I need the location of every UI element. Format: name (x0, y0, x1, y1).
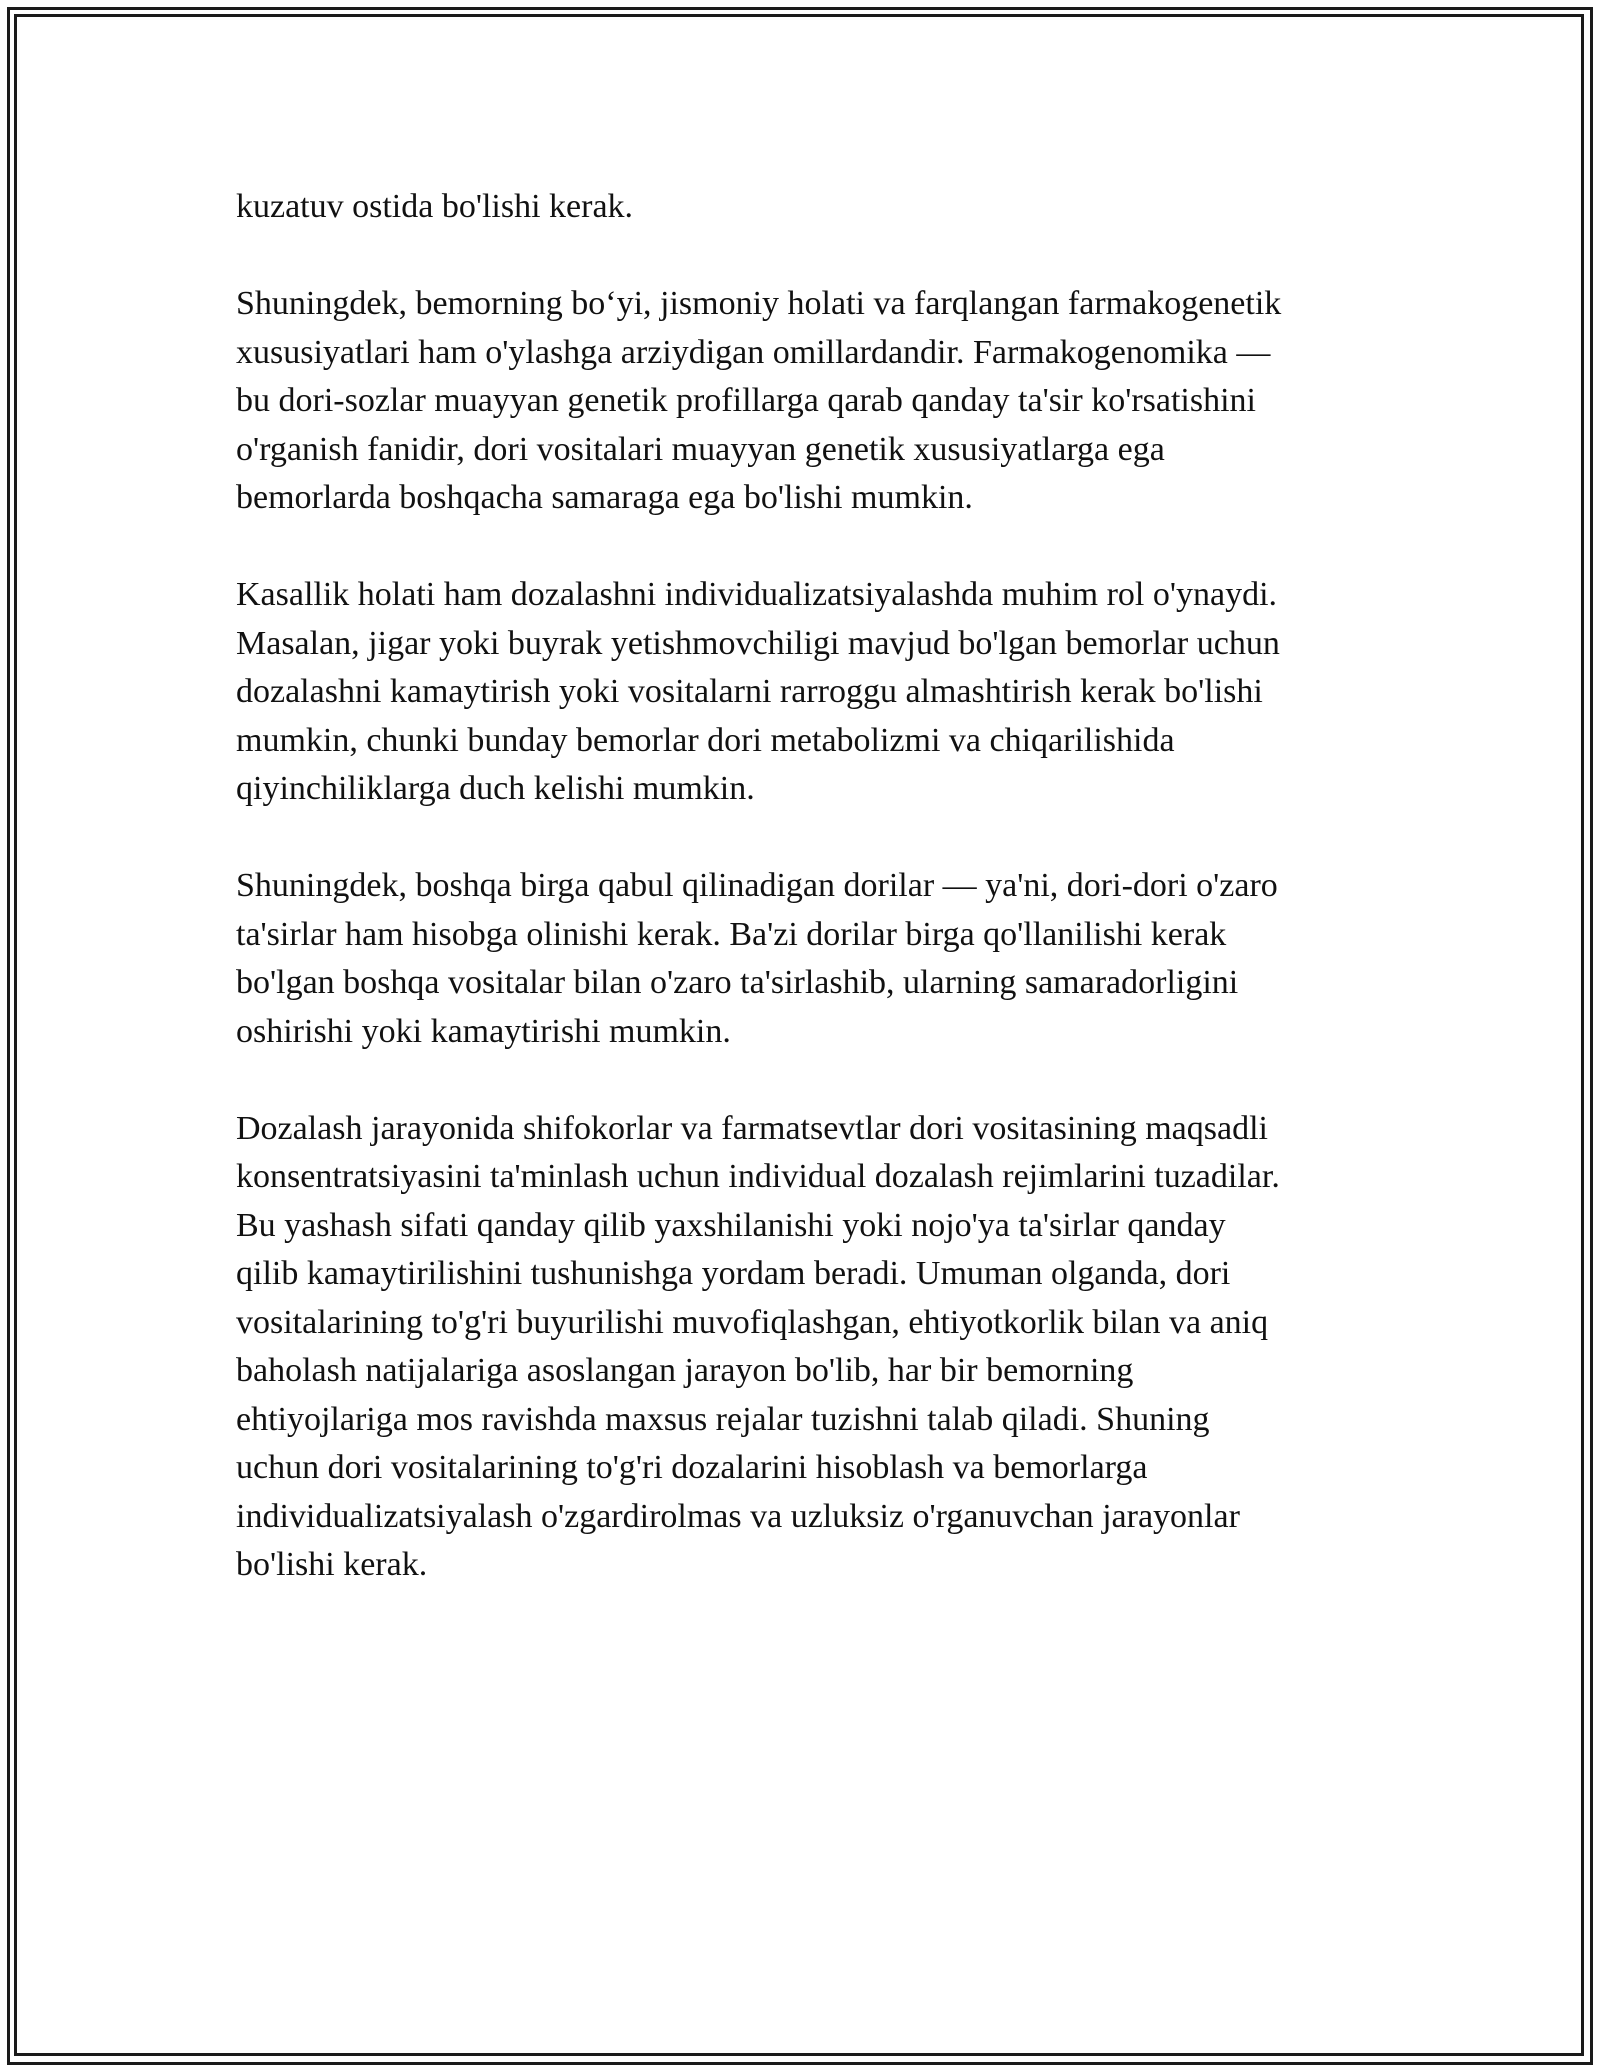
text-line: vositalarining to'g'ri buyurilishi muvofiqlashgan, ehtiyotkorlik bilan va aniq (236, 1303, 1269, 1341)
paragraph-5 (236, 1105, 1376, 1590)
paragraph-4 (236, 862, 1376, 1056)
document-body (236, 183, 1376, 1638)
text-line: qiyinchiliklarga duch kelishi mumkin. (236, 770, 755, 807)
text-line: ehtiyojlariga mos ravishda maxsus rejalar tuzishni talab qiladi. Shuning (236, 1400, 1210, 1438)
paragraph-1 (236, 183, 1376, 232)
paragraph-3 (236, 571, 1376, 814)
text-line: o'rganish fanidir, dori vositalari muayyan genetik xususiyatlarga ega (236, 430, 1165, 468)
text-line: uchun dori vositalarining to'g'ri dozalarini hisoblash va bemorlarga (236, 1449, 1148, 1486)
text-line: individualizatsiyalash o'zgardirolmas va uzluksiz o'rganuvchan jarayonlar (236, 1497, 1240, 1535)
text-line: Shuningdek, boshqa birga qabul qilinadigan dorilar — ya'ni, dori-dori o'zaro (236, 867, 1278, 904)
text-line: baholash natijalariga asoslangan jarayon bo'lib, har bir bemorning (236, 1352, 1134, 1389)
text-line: Shuningdek, bemorning bo‘yi, jismoniy holati va farqlangan farmakogenetik (236, 285, 1282, 322)
text-line: konsentratsiyasini ta'minlash uchun individual dozalash rejimlarini tuzadilar. (236, 1158, 1280, 1195)
paragraph-2 (236, 280, 1376, 523)
text-line: Dozalash jarayonida shifokorlar va farmatsevtlar dori vositasining maqsadli (236, 1109, 1268, 1147)
text-line: mumkin, chunki bunday bemorlar dori metabolizmi va chiqarilishida (236, 721, 1175, 759)
text-line: xususiyatlari ham o'ylashga arziydigan omillardandir. Farmakogenomika — (236, 333, 1271, 371)
text-line: ta'sirlar ham hisobga olinishi kerak. Ba'zi dorilar birga qo'llanilishi kerak (236, 915, 1227, 953)
text-line: bo'lgan boshqa vositalar bilan o'zaro ta'sirlashib, ularning samaradorligini (236, 964, 1239, 1001)
text-line: bemorlarda boshqacha samaraga ega bo'lishi mumkin. (236, 479, 973, 516)
text-line: oshirishi yoki kamaytirishi mumkin. (236, 1012, 731, 1050)
text-line: Bu yashash sifati qanday qilib yaxshilanishi yoki nojo'ya ta'sirlar qanday (236, 1206, 1226, 1244)
text-line: Masalan, jigar yoki buyrak yetishmovchiligi mavjud bo'lgan bemorlar uchun (236, 624, 1280, 662)
text-line: Kasallik holati ham dozalashni individualizatsiyalashda muhim rol o'ynaydi. (236, 576, 1278, 613)
text-line: dozalashni kamaytirish yoki vositalarni rarroggu almashtirish kerak bo'lishi (236, 673, 1263, 710)
text-line: qilib kamaytirilishini tushunishga yordam beradi. Umuman olganda, dori (236, 1255, 1231, 1292)
text-line: bu dori-sozlar muayyan genetik profillarga qarab qanday ta'sir ko'rsatishini (236, 382, 1256, 419)
text-line: bo'lishi kerak. (236, 1546, 428, 1583)
text-line: kuzatuv ostida bo'lishi kerak. (236, 188, 634, 225)
